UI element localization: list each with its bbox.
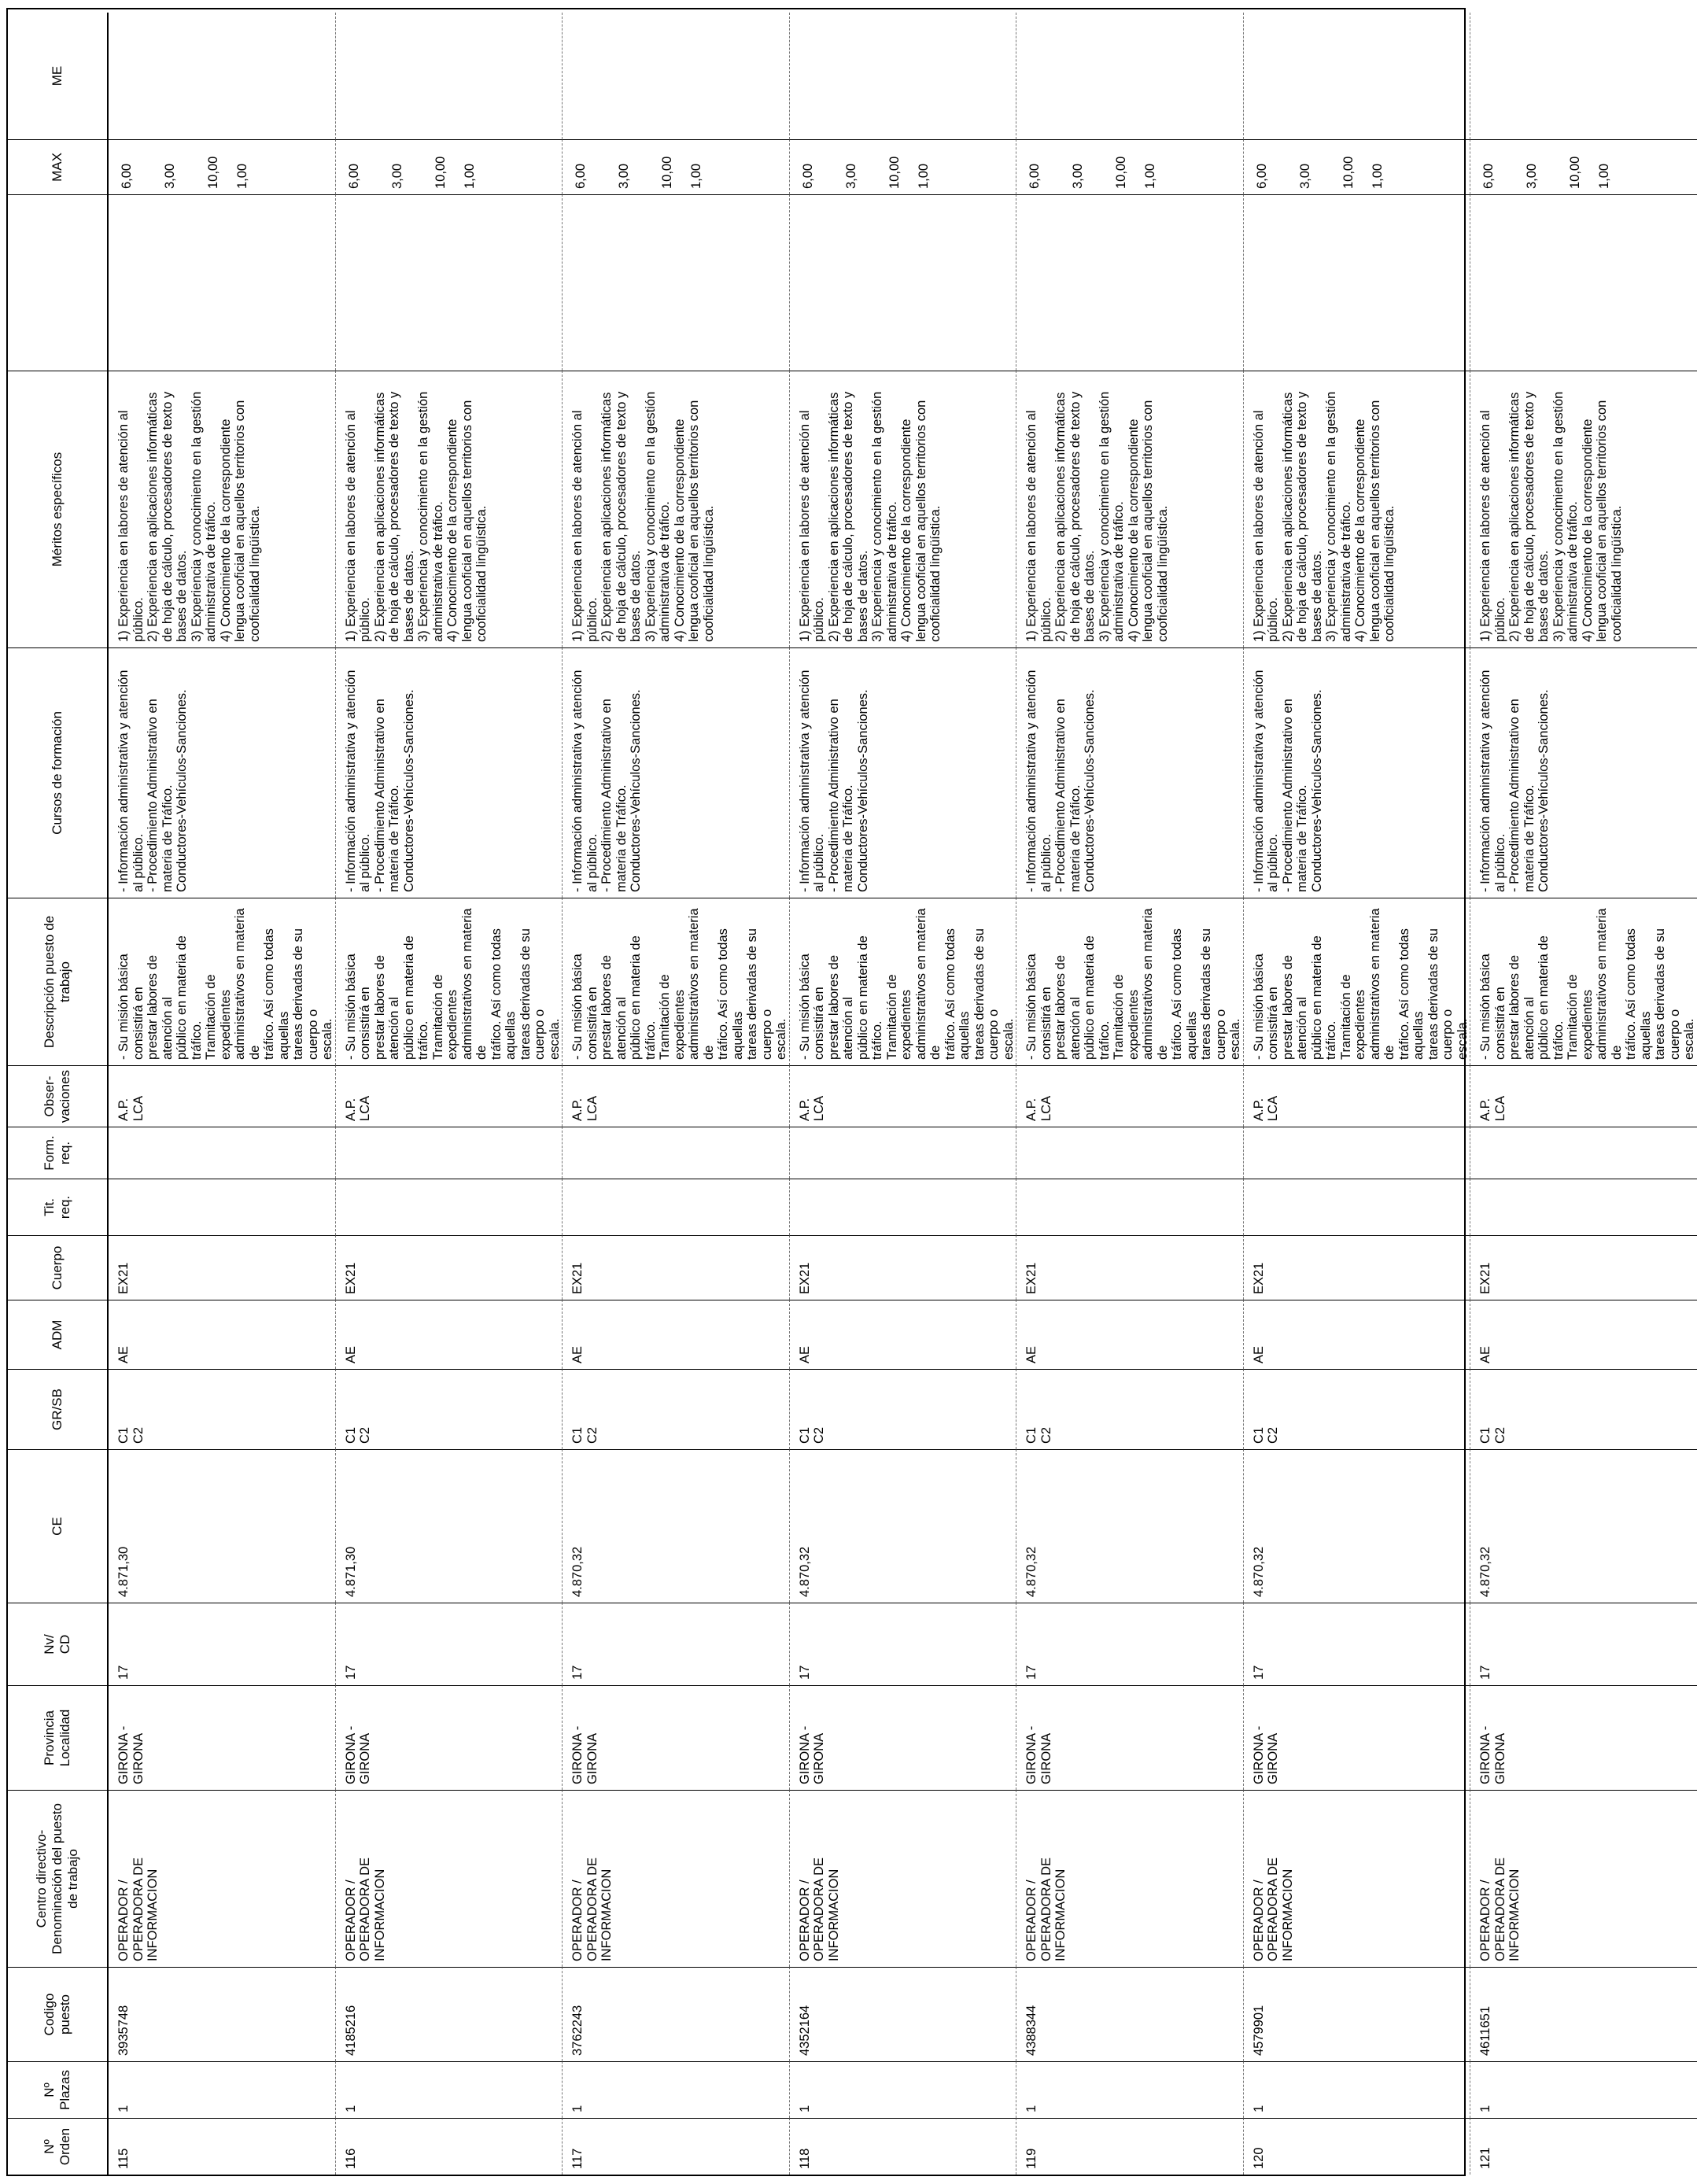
cell-cursos: - Información administrativa y atención al público. - Procedimiento Administrativo en materia de Tráfico. Conductores-Vehículos-Sanciones. bbox=[790, 647, 1017, 898]
cell-cuerpo: EX21 bbox=[1470, 1235, 1697, 1300]
cell-me bbox=[1470, 13, 1697, 139]
cell-descripcion: - Su misión básica consistirá en prestar labores de atención al público en materia de tráfico. Tramitación de expedientes administrativos en materia de tráfico. Así como todas aquellas tareas derivadas de su cuerpo o escala. bbox=[1470, 898, 1697, 1065]
cell-adm: AE bbox=[790, 1300, 1017, 1369]
cell-ce: 4.870,32 bbox=[1016, 1449, 1244, 1603]
max-value: 10,00 bbox=[887, 156, 902, 189]
cell-adm: AE bbox=[1016, 1300, 1244, 1369]
cell-me bbox=[563, 13, 790, 139]
cell-provincia: GIRONA - GIRONA bbox=[1244, 1685, 1471, 1790]
cell-cursos: - Información administrativa y atención al público. - Procedimiento Administrativo en materia de Tráfico. Conductores-Vehículos-Sanciones. bbox=[563, 647, 790, 898]
max-value: 3,00 bbox=[1297, 163, 1312, 189]
header-plazas: Nº Plazas bbox=[8, 2061, 109, 2118]
max-value: 6,00 bbox=[120, 163, 134, 189]
cell-nivel: 17 bbox=[1244, 1603, 1471, 1685]
header-form: Form. req. bbox=[8, 1127, 109, 1179]
cell-provincia: GIRONA - GIRONA bbox=[563, 1685, 790, 1790]
max-value: 3,00 bbox=[843, 163, 858, 189]
cell-meritos: 1) Experiencia en labores de atención al público. 2) Experiencia en aplicaciones informáticas de hoja de cálculo, procesadores de texto y bases de datos. 3) Experiencia y conocimiento en la gestión administrativa de tráfico. 4) Conocimiento de la correspondiente lengua cooficial en aquellos territorios con cooficialidad lingüística. bbox=[1470, 371, 1697, 647]
cell-me bbox=[109, 13, 336, 139]
cell-titulacion bbox=[1470, 1179, 1697, 1235]
cell-cuerpo: EX21 bbox=[563, 1235, 790, 1300]
max-value: 6,00 bbox=[574, 163, 588, 189]
cell-nivel: 17 bbox=[563, 1603, 790, 1685]
cell-me bbox=[1016, 13, 1244, 139]
header-me: ME bbox=[8, 13, 109, 139]
max-value: 6,00 bbox=[1481, 163, 1496, 189]
cell-descripcion: - Su misión básica consistirá en prestar labores de atención al público en materia de tráfico. Tramitación de expedientes administrativos en materia de tráfico. Así como todas aquellas tareas derivadas de su cuerpo o escala. bbox=[790, 898, 1017, 1065]
cell-cuerpo: EX21 bbox=[1244, 1235, 1471, 1300]
cell-observaciones: A.P. LCA bbox=[563, 1065, 790, 1127]
cell-cursos: - Información administrativa y atención al público. - Procedimiento Administrativo en materia de Tráfico. Conductores-Vehículos-Sanciones. bbox=[1470, 647, 1697, 898]
cell-orden: 115 bbox=[109, 2118, 336, 2175]
cell-codigo: 4579901 bbox=[1244, 1967, 1471, 2061]
max-value: 6,00 bbox=[1027, 163, 1042, 189]
cell-orden: 120 bbox=[1244, 2118, 1471, 2175]
max-value: 3,00 bbox=[1525, 163, 1539, 189]
max-value: 3,00 bbox=[617, 163, 631, 189]
cell-observaciones: A.P. LCA bbox=[109, 1065, 336, 1127]
header-grsb: GR/SB bbox=[8, 1369, 109, 1449]
cell-observaciones: A.P. LCA bbox=[1016, 1065, 1244, 1127]
cell-observaciones: A.P. LCA bbox=[1244, 1065, 1471, 1127]
cell-provincia: GIRONA - GIRONA bbox=[790, 1685, 1017, 1790]
cell-ce: 4.870,32 bbox=[563, 1449, 790, 1603]
max-value: 3,00 bbox=[1071, 163, 1085, 189]
max-value: 1,00 bbox=[462, 163, 477, 189]
max-value: 6,00 bbox=[346, 163, 361, 189]
cell-adm: AE bbox=[1470, 1300, 1697, 1369]
cell-ce: 4.870,32 bbox=[790, 1449, 1017, 1603]
max-value: 3,00 bbox=[389, 163, 404, 189]
cell-codigo: 3762243 bbox=[563, 1967, 790, 2061]
header-codigo: Codigo puesto bbox=[8, 1967, 109, 2061]
cell-titulacion bbox=[563, 1179, 790, 1235]
cell-meritos: 1) Experiencia en labores de atención al público. 2) Experiencia en aplicaciones informáticas de hoja de cálculo, procesadores de texto y bases de datos. 3) Experiencia y conocimiento en la gestión administrativa de tráfico. 4) Conocimiento de la correspondiente lengua cooficial en aquellos territorios con cooficialidad lingüística. bbox=[563, 371, 790, 647]
max-value: 10,00 bbox=[1341, 156, 1356, 189]
cell-provincia: GIRONA - GIRONA bbox=[1016, 1685, 1244, 1790]
header-descripcion: Descripción puesto de trabajo bbox=[8, 898, 109, 1065]
cell-plazas: 1 bbox=[1244, 2061, 1471, 2118]
cell-plazas: 1 bbox=[1470, 2061, 1697, 2118]
cell-observaciones: A.P. LCA bbox=[1470, 1065, 1697, 1127]
max-value: 10,00 bbox=[660, 156, 674, 189]
cell-nivel: 17 bbox=[1470, 1603, 1697, 1685]
cell-meritos: 1) Experiencia en labores de atención al público. 2) Experiencia en aplicaciones informáticas de hoja de cálculo, procesadores de texto y bases de datos. 3) Experiencia y conocimiento en la gestión administrativa de tráfico. 4) Conocimiento de la correspondiente lengua cooficial en aquellos territorios con cooficialidad lingüística. bbox=[109, 371, 336, 647]
plazas-table bbox=[6, 8, 1696, 2176]
cell-grsb: C1 C2 bbox=[790, 1369, 1017, 1449]
header-cuerpo: Cuerpo bbox=[8, 1235, 109, 1300]
header-provincia: Provincia Localidad bbox=[8, 1685, 109, 1790]
cell-ce: 4.871,30 bbox=[109, 1449, 336, 1603]
cell-centro: OPERADOR / OPERADORA DE INFORMACION bbox=[109, 1790, 336, 1967]
cell-formacion bbox=[336, 1127, 563, 1179]
cell-cuerpo: EX21 bbox=[109, 1235, 336, 1300]
cell-grsb: C1 C2 bbox=[563, 1369, 790, 1449]
cell-codigo: 4352164 bbox=[790, 1967, 1017, 2061]
cell-orden: 119 bbox=[1016, 2118, 1244, 2175]
cell-descripcion: - Su misión básica consistirá en prestar labores de atención al público en materia de tráfico. Tramitación de expedientes administrativos en materia de tráfico. Así como todas aquellas tareas derivadas de su cuerpo o escala. bbox=[109, 898, 336, 1065]
cell-plazas: 1 bbox=[336, 2061, 563, 2118]
cell-plazas: 1 bbox=[1016, 2061, 1244, 2118]
max-value: 1,00 bbox=[1143, 163, 1157, 189]
cell-orden: 121 bbox=[1470, 2118, 1697, 2175]
cell-descripcion: - Su misión básica consistirá en prestar labores de atención al público en materia de tráfico. Tramitación de expedientes administrativos en materia de tráfico. Así como todas aquellas tareas derivadas de su cuerpo o escala. bbox=[336, 898, 563, 1065]
cell-meritos-spacer bbox=[109, 194, 336, 371]
cell-meritos-spacer bbox=[790, 194, 1017, 371]
cell-meritos: 1) Experiencia en labores de atención al público. 2) Experiencia en aplicaciones informáticas de hoja de cálculo, procesadores de texto y bases de datos. 3) Experiencia y conocimiento en la gestión administrativa de tráfico. 4) Conocimiento de la correspondiente lengua cooficial en aquellos territorios con cooficialidad lingüística. bbox=[1016, 371, 1244, 647]
max-value: 1,00 bbox=[689, 163, 703, 189]
header-meritos-spacer bbox=[8, 194, 109, 371]
cell-centro: OPERADOR / OPERADORA DE INFORMACION bbox=[336, 1790, 563, 1967]
cell-grsb: C1 C2 bbox=[336, 1369, 563, 1449]
max-value: 10,00 bbox=[1114, 156, 1128, 189]
cell-centro: OPERADOR / OPERADORA DE INFORMACION bbox=[1016, 1790, 1244, 1967]
cell-meritos-spacer bbox=[1470, 194, 1697, 371]
cell-meritos-spacer bbox=[563, 194, 790, 371]
cell-grsb: C1 C2 bbox=[1016, 1369, 1244, 1449]
cell-nivel: 17 bbox=[336, 1603, 563, 1685]
cell-grsb: C1 C2 bbox=[1470, 1369, 1697, 1449]
cell-provincia: GIRONA - GIRONA bbox=[336, 1685, 563, 1790]
cell-codigo: 3935748 bbox=[109, 1967, 336, 2061]
max-value: 10,00 bbox=[1568, 156, 1582, 189]
cell-ce: 4.871,30 bbox=[336, 1449, 563, 1603]
cell-cursos: - Información administrativa y atención al público. - Procedimiento Administrativo en materia de Tráfico. Conductores-Vehículos-Sanciones. bbox=[1244, 647, 1471, 898]
cell-descripcion: - Su misión básica consistirá en prestar labores de atención al público en materia de tráfico. Tramitación de expedientes administrativos en materia de tráfico. Así como todas aquellas tareas derivadas de su cuerpo o escala. bbox=[1244, 898, 1471, 1065]
header-nivel: Nv/ CD bbox=[8, 1603, 109, 1685]
max-value: 1,00 bbox=[916, 163, 931, 189]
cell-titulacion bbox=[336, 1179, 563, 1235]
cell-codigo: 4185216 bbox=[336, 1967, 563, 2061]
cell-max bbox=[563, 139, 790, 194]
cell-cuerpo: EX21 bbox=[336, 1235, 563, 1300]
cell-centro: OPERADOR / OPERADORA DE INFORMACION bbox=[563, 1790, 790, 1967]
cell-meritos-spacer bbox=[1016, 194, 1244, 371]
cell-provincia: GIRONA - GIRONA bbox=[109, 1685, 336, 1790]
cell-ce: 4.870,32 bbox=[1470, 1449, 1697, 1603]
header-orden: Nº Orden bbox=[8, 2118, 109, 2175]
cell-titulacion bbox=[1016, 1179, 1244, 1235]
header-adm: ADM bbox=[8, 1300, 109, 1369]
max-value: 6,00 bbox=[800, 163, 815, 189]
cell-me bbox=[790, 13, 1017, 139]
cell-plazas: 1 bbox=[109, 2061, 336, 2118]
cell-observaciones: A.P. LCA bbox=[790, 1065, 1017, 1127]
cell-formacion bbox=[1016, 1127, 1244, 1179]
cell-grsb: C1 C2 bbox=[1244, 1369, 1471, 1449]
cell-orden: 118 bbox=[790, 2118, 1017, 2175]
cell-cursos: - Información administrativa y atención al público. - Procedimiento Administrativo en materia de Tráfico. Conductores-Vehículos-Sanciones. bbox=[109, 647, 336, 898]
cell-adm: AE bbox=[336, 1300, 563, 1369]
header-meritos: Méritos específicos bbox=[8, 371, 109, 647]
cell-nivel: 17 bbox=[1016, 1603, 1244, 1685]
cell-max bbox=[336, 139, 563, 194]
cell-cursos: - Información administrativa y atención al público. - Procedimiento Administrativo en materia de Tráfico. Conductores-Vehículos-Sanciones. bbox=[1016, 647, 1244, 898]
cell-centro: OPERADOR / OPERADORA DE INFORMACION bbox=[1470, 1790, 1697, 1967]
max-value: 6,00 bbox=[1254, 163, 1269, 189]
cell-max bbox=[109, 139, 336, 194]
cell-centro: OPERADOR / OPERADORA DE INFORMACION bbox=[790, 1790, 1017, 1967]
cell-nivel: 17 bbox=[109, 1603, 336, 1685]
cell-max bbox=[1470, 139, 1697, 194]
cell-meritos-spacer bbox=[336, 194, 563, 371]
cell-me bbox=[336, 13, 563, 139]
cell-centro: OPERADOR / OPERADORA DE INFORMACION bbox=[1244, 1790, 1471, 1967]
max-value: 1,00 bbox=[235, 163, 249, 189]
cell-nivel: 17 bbox=[790, 1603, 1017, 1685]
cell-orden: 116 bbox=[336, 2118, 563, 2175]
max-value: 3,00 bbox=[163, 163, 177, 189]
cell-adm: AE bbox=[563, 1300, 790, 1369]
header-tit: Tit. req. bbox=[8, 1179, 109, 1235]
cell-codigo: 4388344 bbox=[1016, 1967, 1244, 2061]
header-ce: CE bbox=[8, 1449, 109, 1603]
cell-observaciones: A.P. LCA bbox=[336, 1065, 563, 1127]
cell-orden: 117 bbox=[563, 2118, 790, 2175]
cell-provincia: GIRONA - GIRONA bbox=[1470, 1685, 1697, 1790]
cell-meritos: 1) Experiencia en labores de atención al público. 2) Experiencia en aplicaciones informáticas de hoja de cálculo, procesadores de texto y bases de datos. 3) Experiencia y conocimiento en la gestión administrativa de tráfico. 4) Conocimiento de la correspondiente lengua cooficial en aquellos territorios con cooficialidad lingüística. bbox=[336, 371, 563, 647]
cell-max bbox=[790, 139, 1017, 194]
cell-titulacion bbox=[1244, 1179, 1471, 1235]
cell-cuerpo: EX21 bbox=[1016, 1235, 1244, 1300]
cell-plazas: 1 bbox=[790, 2061, 1017, 2118]
cell-descripcion: - Su misión básica consistirá en prestar labores de atención al público en materia de tráfico. Tramitación de expedientes administrativos en materia de tráfico. Así como todas aquellas tareas derivadas de su cuerpo o escala. bbox=[1016, 898, 1244, 1065]
max-value: 10,00 bbox=[433, 156, 448, 189]
cell-adm: AE bbox=[109, 1300, 336, 1369]
max-value: 1,00 bbox=[1597, 163, 1611, 189]
cell-descripcion: - Su misión básica consistirá en prestar labores de atención al público en materia de tráfico. Tramitación de expedientes administrativos en materia de tráfico. Así como todas aquellas tareas derivadas de su cuerpo o escala. bbox=[563, 898, 790, 1065]
cell-me bbox=[1244, 13, 1471, 139]
cell-meritos-spacer bbox=[1244, 194, 1471, 371]
header-centro: Centro directivo- Denominación del puesto de trabajo bbox=[8, 1790, 109, 1967]
header-cursos: Cursos de formación bbox=[8, 647, 109, 898]
header-max: MAX bbox=[8, 139, 109, 194]
cell-max bbox=[1016, 139, 1244, 194]
cell-adm: AE bbox=[1244, 1300, 1471, 1369]
header-observaciones: Obser- vaciones bbox=[8, 1065, 109, 1127]
cell-formacion bbox=[1470, 1127, 1697, 1179]
cell-titulacion bbox=[790, 1179, 1017, 1235]
cell-meritos: 1) Experiencia en labores de atención al público. 2) Experiencia en aplicaciones informáticas de hoja de cálculo, procesadores de texto y bases de datos. 3) Experiencia y conocimiento en la gestión administrativa de tráfico. 4) Conocimiento de la correspondiente lengua cooficial en aquellos territorios con cooficialidad lingüística. bbox=[1244, 371, 1471, 647]
cell-cursos: - Información administrativa y atención al público. - Procedimiento Administrativo en materia de Tráfico. Conductores-Vehículos-Sanciones. bbox=[336, 647, 563, 898]
max-value: 10,00 bbox=[206, 156, 220, 189]
cell-meritos: 1) Experiencia en labores de atención al público. 2) Experiencia en aplicaciones informáticas de hoja de cálculo, procesadores de texto y bases de datos. 3) Experiencia y conocimiento en la gestión administrativa de tráfico. 4) Conocimiento de la correspondiente lengua cooficial en aquellos territorios con cooficialidad lingüística. bbox=[790, 371, 1017, 647]
cell-formacion bbox=[790, 1127, 1017, 1179]
cell-formacion bbox=[563, 1127, 790, 1179]
cell-formacion bbox=[1244, 1127, 1471, 1179]
cell-codigo: 4611651 bbox=[1470, 1967, 1697, 2061]
cell-titulacion bbox=[109, 1179, 336, 1235]
cell-formacion bbox=[109, 1127, 336, 1179]
max-value: 1,00 bbox=[1370, 163, 1385, 189]
cell-grsb: C1 C2 bbox=[109, 1369, 336, 1449]
cell-cuerpo: EX21 bbox=[790, 1235, 1017, 1300]
cell-max bbox=[1244, 139, 1471, 194]
cell-plazas: 1 bbox=[563, 2061, 790, 2118]
cell-ce: 4.870,32 bbox=[1244, 1449, 1471, 1603]
